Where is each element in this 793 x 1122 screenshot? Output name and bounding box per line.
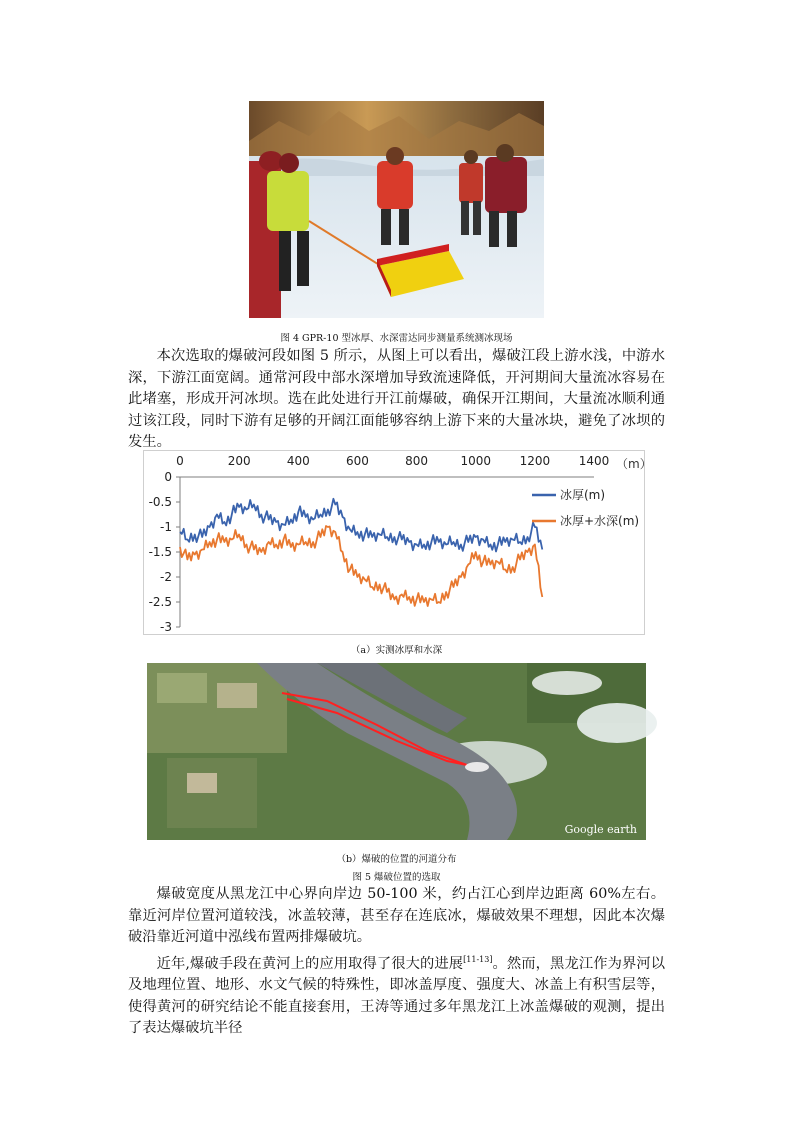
y-tick-label: -1.5 [148, 545, 172, 559]
x-tick-label: 0 [176, 454, 184, 468]
x-tick-label: 1200 [519, 454, 551, 468]
y-tick-label: 0 [164, 470, 172, 484]
figure5a-chart-frame [143, 450, 652, 635]
figure5-caption: 图 5 爆破位置的选取 [352, 872, 441, 883]
paragraph-1: 本次选取的爆破河段如图 5 所示，从图上可以看出，爆破江段上游水浅，中游水深，下游江面宽阔。通常河段中部水深增加导致流速降低，开河期间大量流冰容易在此堵塞，形成开河冰坝。选在此处进行开江前爆破，确保开江期间，大量流冰顺利通过该江段，同时下游有足够的开阔江面能够容纳上游下来的大量冰块，避免了冰坝的发生。 [128, 348, 665, 450]
citation-ref[interactable]: [11-13] [463, 955, 493, 964]
paragraph-2: 爆破宽度从黑龙江中心界向岸边 50-100 米，约占江心到岸边距离 60%左右。靠近河岸位置河道较浅，冰盖较薄，甚至存在连底冰，爆破效果不理想，因此本次爆破沿靠近河道中泓线布置两排爆破坑。 [128, 886, 665, 945]
y-tick-label: -2.5 [148, 595, 172, 609]
figure4-photo [249, 101, 544, 318]
x-tick-label: 200 [227, 454, 251, 468]
legend-label-2: 冰厚+水深(m) [560, 514, 640, 528]
legend-label-1: 冰厚(m) [560, 488, 606, 502]
paragraph-3-part1: 近年,爆破手段在黄河上的应用取得了很大的进展 [156, 955, 464, 972]
series-line-1 [180, 499, 542, 552]
y-tick-label: -2 [160, 570, 172, 584]
x-tick-label: 1000 [460, 454, 491, 468]
figure5a-chart [144, 451, 652, 634]
x-tick-label: 400 [286, 454, 310, 468]
paragraph-3 [128, 949, 665, 1040]
series-line-2 [180, 526, 542, 606]
figure5a-caption: （a）实测冰厚和水深 [350, 645, 443, 656]
map-watermark: Google earth [564, 823, 637, 836]
x-tick-label: 1400 [578, 454, 610, 468]
figure5b-map [147, 663, 646, 840]
y-tick-label: -0.5 [148, 495, 172, 509]
y-tick-label: -3 [160, 620, 172, 634]
figure5b-caption: （b）爆破的位置的河道分布 [336, 854, 457, 865]
y-tick-label: -1 [160, 520, 172, 534]
figure4-caption: 图 4 GPR-10 型冰厚、水深雷达同步测量系统测冰现场 [280, 333, 513, 344]
x-tick-label: 800 [405, 454, 429, 468]
x-tick-label: 600 [345, 454, 369, 468]
paragraph-3-part2: 。然而，黑龙江作为界河以及地理位置、地形、水文气候的特殊性，即冰盖厚度、强度大、冰盖上有积雪层等，使得黄河的研究结论不能直接套用，王涛等通过多年黑龙江上冰盖爆破的观测，提出了表达爆破坑半径 [128, 955, 666, 1037]
x-axis-unit-label: （m） [616, 457, 652, 471]
